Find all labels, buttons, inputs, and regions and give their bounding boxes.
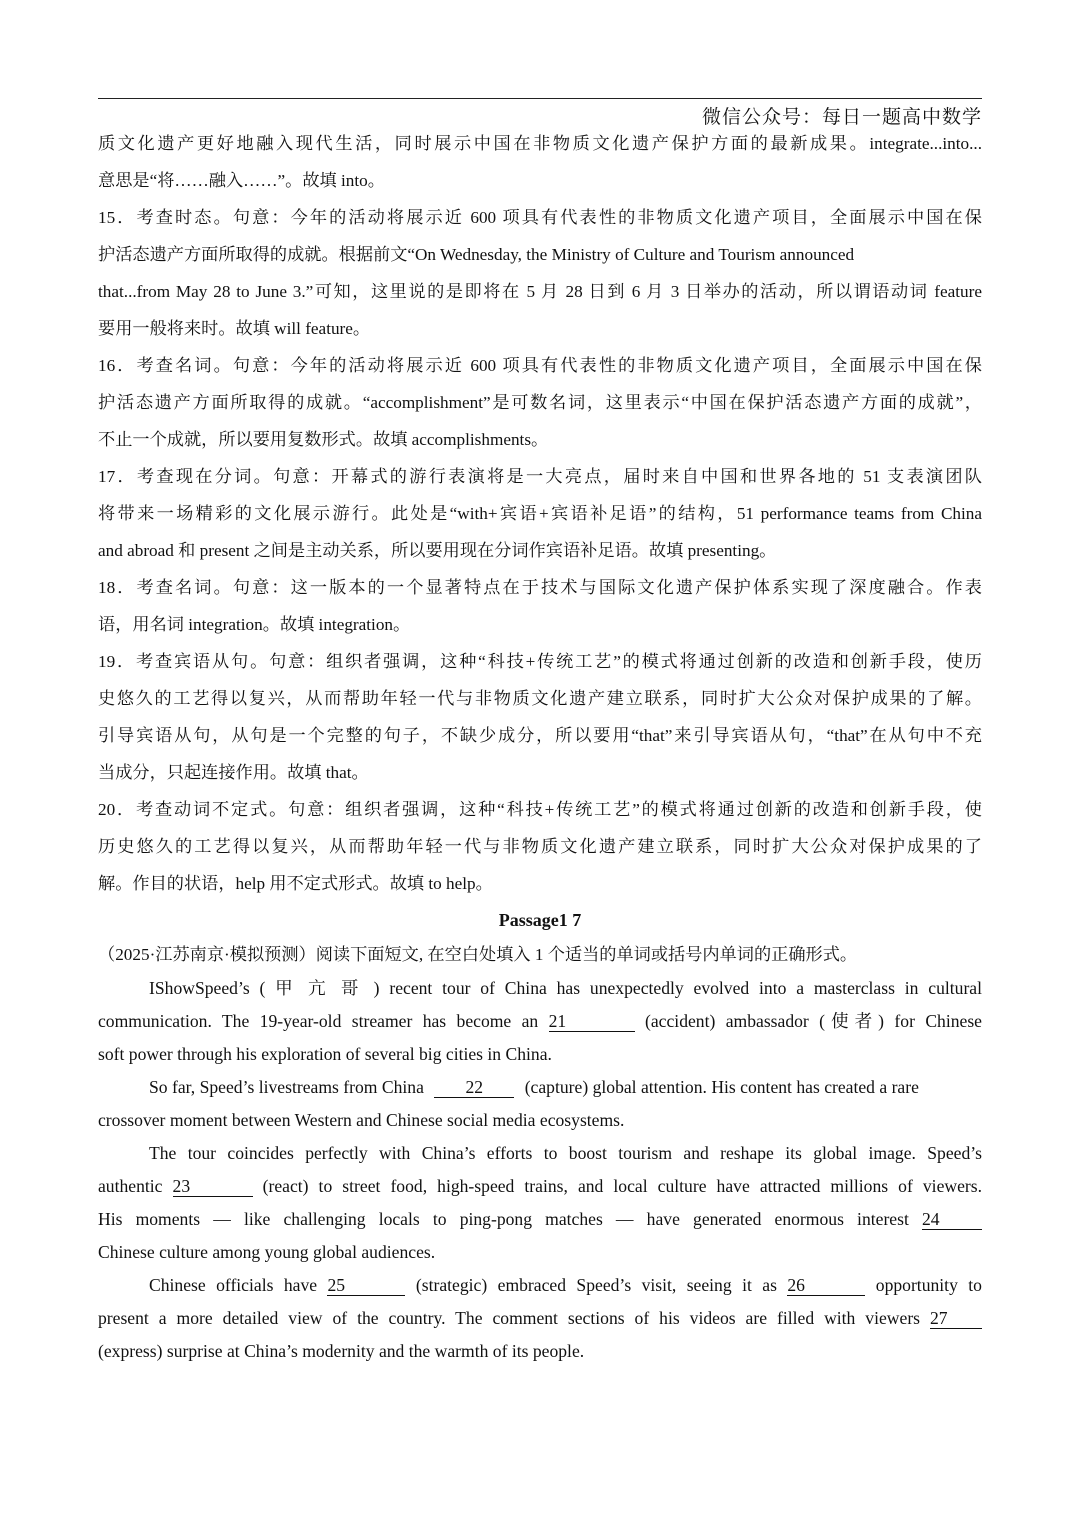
page-content [98,125,982,1368]
blank-26[interactable]: 26 [787,1275,865,1296]
explanation-line: 引导宾语从句，从句是一个完整的句子，不缺少成分，所以要用“that”来引导宾语从句，“that”在从句中不充 [98,726,982,745]
passage-instructions: （2025·江苏南京·模拟预测）阅读下面短文, 在空白处填入 1 个适当的单词或括号内单词的正确形式。 [98,945,858,964]
passage-line: The tour coincides perfectly with China’s efforts to boost tourism and reshape its global image. Speed’s [149,1143,982,1163]
explanation-line: 护活态遗产方面所取得的成就。根据前文“On Wednesday, the Ministry of Culture and Tourism announced [98,245,855,264]
passage-text: (strategic) embraced Speed’s visit, seeing it as [415,1275,777,1295]
passage-line: IShowSpeed’s ( 甲 亢 哥 ) recent tour of China has unexpectedly evolved into a masterclass in cultural [149,978,982,998]
explanation-line: 18．考查名词。句意：这一版本的一个显著特点在于技术与国际文化遗产保护体系实现了深度融合。作表 [98,578,982,597]
explanation-line: 历史悠久的工艺得以复兴，从而帮助年轻一代与非物质文化遗产建立联系，同时扩大公众对保护成果的了 [98,837,982,856]
blank-23[interactable]: 23 [173,1176,253,1197]
passage-text: (react) to street food, high-speed trains, and local culture have attracted millions of viewers. [262,1176,982,1196]
passage-text: opportunity to [875,1275,982,1295]
explanation-line: 意思是“将……融入……”。故填 into。 [98,171,385,190]
passage-text: Chinese officials have [149,1275,318,1295]
explanation-line: 护活态遗产方面所取得的成就。“accomplishment”是可数名词，这里表示“中国在保护活态遗产方面的成就”， [98,393,982,412]
explanation-line: 将带来一场精彩的文化展示游行。此处是“with+宾语+宾语补足语”的结构，51 performance teams from China [98,504,982,523]
explanation-line: 当成分，只起连接作用。故填 that。 [98,763,369,782]
explanation-line: 要用一般将来时。故填 will feature。 [98,319,371,338]
passage-line: (express) surprise at China’s modernity and the warmth of its people. [98,1341,585,1361]
passage-text: present a more detailed view of the country. The comment sections of his videos are filled with viewers [98,1308,921,1328]
explanation-line: 语，用名词 integration。故填 integration。 [98,615,411,634]
passage-line [98,1269,982,1302]
explanation-line: that...from May 28 to June 3.”可知，这里说的是即将在 5 月 28 日到 6 月 3 日举办的活动，所以谓语动词 feature [98,282,982,301]
explanation-line: 15．考查时态。句意：今年的活动将展示近 600 项具有代表性的非物质文化遗产项目，全面展示中国在保 [98,208,982,227]
blank-24[interactable]: 24 [922,1209,982,1230]
explanation-line: 20．考查动词不定式。句意：组织者强调，这种“科技+传统工艺”的模式将通过创新的改造和创新手段，使 [98,800,982,819]
blank-22[interactable]: 22 [434,1077,514,1098]
explanation-line: 19．考查宾语从句。句意：组织者强调，这种“科技+传统工艺”的模式将通过创新的改造和创新手段，使历 [98,652,982,671]
answer-explanations [98,125,982,902]
passage-line [98,1203,982,1236]
explanation-line: 解。作目的状语，help 用不定式形式。故填 to help。 [98,874,493,893]
explanation-line: and abroad 和 present 之间是主动关系，所以要用现在分词作宾语补足语。故填 presenting。 [98,541,777,560]
header-watermark: 微信公众号：每日一题高中数学 [701,107,982,128]
header-rule [98,98,982,99]
explanation-line: 16．考查名词。句意：今年的活动将展示近 600 项具有代表性的非物质文化遗产项目，全面展示中国在保 [98,356,982,375]
explanation-line: 不止一个成就，所以要用复数形式。故填 accomplishments。 [98,430,549,449]
passage-text: (accident) ambassador (使者) for Chinese [645,1011,982,1031]
passage-text: His moments — like challenging locals to ping-pong matches — have generated enormous interest [98,1209,909,1229]
passage-text: (capture) global attention. His content has created a rare [524,1077,919,1097]
passage-line [98,1302,982,1335]
explanation-line: 17．考查现在分词。句意：开幕式的游行表演将是一大亮点，届时来自中国和世界各地的 51 支表演团队 [98,467,982,486]
passage-text: authentic [98,1176,163,1196]
passage-text: So far, Speed’s livestreams from China [149,1077,424,1097]
passage-line: Chinese culture among young global audiences. [98,1242,436,1262]
passage-title: Passage1 7 [498,910,582,930]
blank-27[interactable]: 27 [930,1308,982,1329]
passage-line: soft power through his exploration of several big cities in China. [98,1044,552,1064]
blank-21[interactable]: 21 [549,1011,635,1032]
passage-line [98,1071,982,1104]
explanation-line: 史悠久的工艺得以复兴，从而帮助年轻一代与非物质文化遗产建立联系，同时扩大公众对保护成果的了解。 [98,689,982,708]
explanation-line: 质文化遗产更好地融入现代生活，同时展示中国在非物质文化遗产保护方面的最新成果。integrate...into... [98,134,982,153]
passage-text: communication. The 19-year-old streamer has become an [98,1011,539,1031]
passage-line [98,1170,982,1203]
passage-line: crossover moment between Western and Chinese social media ecosystems. [98,1110,625,1130]
passage-line [98,1005,982,1038]
blank-25[interactable]: 25 [327,1275,405,1296]
passage-body [98,972,982,1368]
